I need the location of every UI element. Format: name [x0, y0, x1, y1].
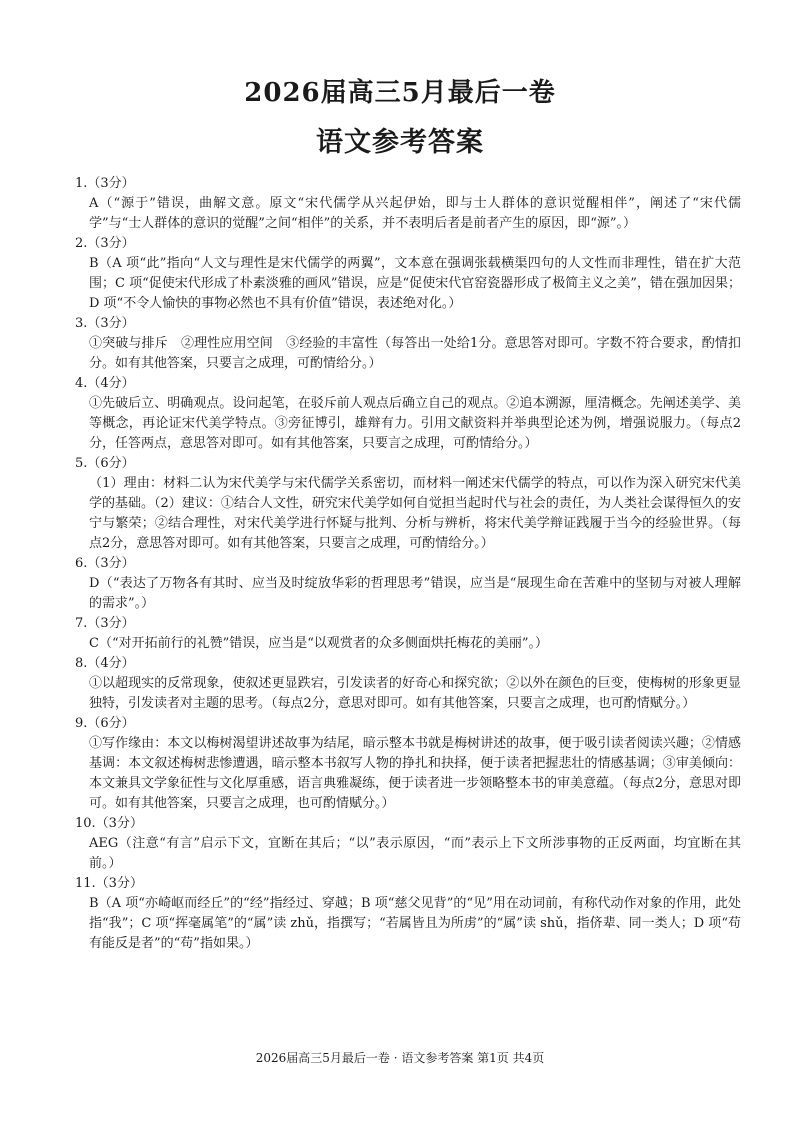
answer-item-10	[75, 814, 741, 874]
answer-text: AEG（注意“有言”启示下文，宜断在其后；“以”表示原因，“而”表示上下文所涉事物的正反两面，均宜断在其前。）	[89, 836, 741, 871]
answer-item-4	[75, 374, 741, 454]
question-number: 8.（4分）	[75, 656, 135, 671]
answer-text: ①突破与排斥 ②理性应用空间 ③经验的丰富性（每答出一处给1分。意思答对即可。字数不符合要求，酌情扣分。如有其他答案，只要言之成理，可酌情给分。）	[89, 336, 741, 371]
answer-text: C（“对开拓前行的礼赞”错误，应当是“以观赏者的众多侧面烘托梅花的美丽”。）	[89, 636, 549, 651]
page-footer: 2026届高三5月最后一卷 · 语文参考答案 第1页 共4页	[255, 1051, 545, 1065]
answer-item-11	[75, 874, 741, 954]
answer-text: （1）理由：材料二认为宋代美学与宋代儒学关系密切，而材料一阐述宋代儒学的特点，可以作为深入研究宋代美学的基础。（2）建议：①结合人文性，研究宋代美学如何自觉担当起时代与社会的责任，为人类社会谋得恒久的安宁与繁荣；②结合理性，对宋代美学进行怀疑与批判、分析与辨析，将宋代美学辩证践履于当今的经验世界。（每点2分，意思答对即可。如有其他答案，只要言之成理，可酌情给分。）	[89, 476, 741, 551]
question-number: 1.（3分）	[75, 176, 135, 191]
question-number: 6.（3分）	[75, 556, 135, 571]
answer-list	[75, 174, 741, 954]
answer-item-2	[75, 234, 741, 314]
question-number: 11.（3分）	[75, 876, 143, 891]
answer-text: B（A 项“亦崎岖而经丘”的“经”指经过、穿越；B 项“慈父见背”的“见”用在动词前，有称代动作对象的作用，此处指“我”；C 项“挥毫属笔”的“属”读 zhǔ，指撰写；“若属皆且为所虏”的“属”读 shǔ，指侪辈、同一类人；D 项“苟有能反是者”的“苟”指如果。）	[89, 896, 741, 951]
document-title: 2026届高三5月最后一卷	[244, 78, 556, 108]
answer-text: A（“源于”错误，曲解文意。原文“宋代儒学从兴起伊始，即与士人群体的意识觉醒相伴”，阐述了“宋代儒学”与“士人群体的意识的觉醒”之间“相伴”的关系，并不表明后者是前者产生的原因，即“源”。）	[89, 196, 741, 231]
answer-text: ①先破后立、明确观点。设问起笔，在驳斥前人观点后确立自己的观点。②追本溯源，厘清概念。先阐述美学、美等概念，再论证宋代美学特点。③旁征博引，雄辩有力。引用文献资料并举典型论述为例，增强说服力。（每点2分，任答两点，意思答对即可。如有其他答案，只要言之成理，可酌情给分。）	[89, 396, 741, 451]
question-number: 10.（3分）	[75, 816, 143, 831]
question-number: 7.（3分）	[75, 616, 135, 631]
answer-item-3	[75, 314, 741, 374]
answer-item-6	[75, 554, 741, 614]
answer-text: ①以超现实的反常现象，使叙述更显跌宕，引发读者的好奇心和探究欲；②以外在颜色的巨变，使梅树的形象更显独特，引发读者对主题的思考。（每点2分，意思对即可。如有其他答案，只要言之成理，也可酌情赋分。）	[89, 676, 741, 711]
answer-item-8	[75, 654, 741, 714]
question-number: 3.（3分）	[75, 316, 135, 331]
question-number: 5.（6分）	[75, 456, 135, 471]
answer-item-5	[75, 454, 741, 554]
answer-item-7	[75, 614, 735, 654]
question-number: 4.（4分）	[75, 376, 135, 391]
question-number: 9.（6分）	[75, 716, 135, 731]
answer-item-9	[75, 714, 741, 814]
question-number: 2.（3分）	[75, 236, 135, 251]
answer-text: D（“表达了万物各有其时、应当及时绽放华彩的哲理思考”错误，应当是“展现生命在苦难中的坚韧与对被人理解的需求”。）	[89, 576, 741, 611]
document-subtitle: 语文参考答案	[316, 127, 484, 158]
answer-item-1	[75, 174, 741, 234]
answer-text: B（A 项“此”指向“人文与理性是宋代儒学的两翼”，文本意在强调张载横渠四句的人文性而非理性，错在扩大范围；C 项“促使宋代形成了朴素淡雅的画风”错误，应是“促使宋代官窑瓷器形成了极简主义之美”，错在强加因果；D 项“不令人愉快的事物必然也不具有价值”错误，表述绝对化。）	[89, 256, 741, 311]
answer-text: ①写作缘由：本文以梅树渴望讲述故事为结尾，暗示整本书就是梅树讲述的故事，便于吸引读者阅读兴趣；②情感基调：本文叙述梅树悲惨遭遇，暗示整本书叙写人物的挣扎和抉择，便于读者把握悲壮的情感基调；③审美倾向：本文兼具文学象征性与文化厚重感，语言典雅凝练，便于读者进一步领略整本书的审美意蕴。（每点2分，意思对即可。如有其他答案，只要言之成理，也可酌情赋分。）	[89, 736, 741, 811]
